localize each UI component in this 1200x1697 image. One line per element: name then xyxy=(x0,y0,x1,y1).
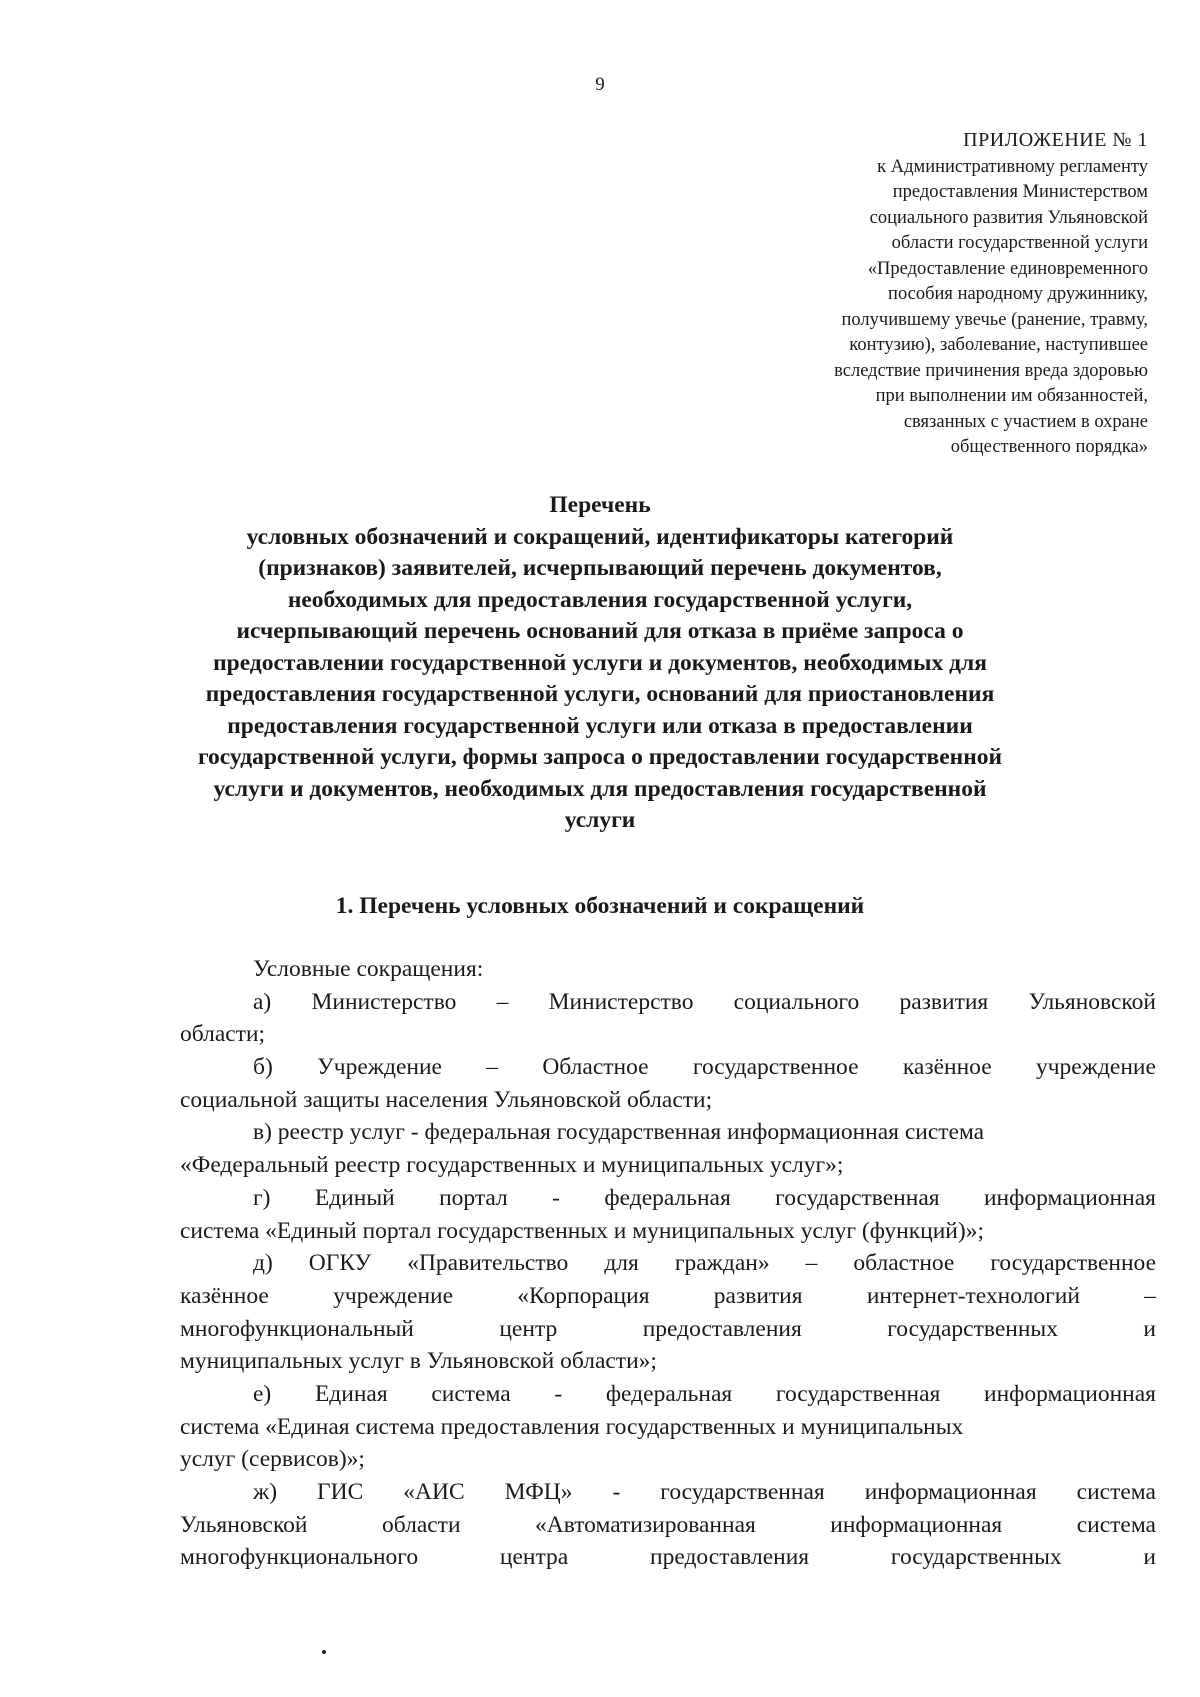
document-title xyxy=(150,490,1050,837)
word: информационная xyxy=(983,1184,1156,1211)
appendix-line: «Предоставление единовременного xyxy=(867,258,1148,279)
word: центр xyxy=(499,1315,558,1342)
item-e-line: услуг (сервисов)»; xyxy=(180,1446,365,1473)
item-zh-line xyxy=(180,1541,1156,1574)
word: казённое xyxy=(902,1054,992,1081)
word: областное xyxy=(853,1250,955,1277)
item-a-line xyxy=(180,986,1156,1019)
word: - xyxy=(552,1184,560,1211)
intro-line: Условные сокращения: xyxy=(253,956,484,982)
word: ГИС xyxy=(317,1479,364,1505)
word: предоставления xyxy=(650,1544,810,1571)
word: интернет-технологий xyxy=(866,1282,1080,1309)
page-number: 9 xyxy=(595,74,605,95)
appendix-block xyxy=(628,128,1148,461)
word: – xyxy=(1144,1282,1156,1309)
word: Ульяновской xyxy=(1028,988,1156,1015)
word: д) xyxy=(253,1250,273,1277)
word: учреждение xyxy=(1035,1054,1156,1081)
word: е) xyxy=(253,1380,272,1407)
appendix-line: области государственной услуги xyxy=(891,233,1148,253)
appendix-line: при выполнении им обязанностей, xyxy=(875,386,1148,406)
appendix-line: общественного порядка» xyxy=(950,437,1148,457)
word: государственных xyxy=(890,1544,1062,1571)
word: и xyxy=(1143,1544,1156,1571)
item-a-line: области; xyxy=(180,1021,266,1048)
word: учреждение xyxy=(333,1282,454,1309)
appendix-line: контузию), заболевание, наступившее xyxy=(849,335,1148,355)
word: федеральная xyxy=(604,1184,731,1211)
word: – xyxy=(496,988,509,1015)
word: информационная xyxy=(984,1380,1156,1407)
word: Единая xyxy=(314,1380,388,1407)
item-e-line: система «Единая система предоставления государственных и муниципальных xyxy=(180,1413,964,1440)
word: развития xyxy=(713,1282,803,1309)
item-zh-line xyxy=(180,1476,1156,1509)
word: и xyxy=(1143,1315,1156,1342)
word: - xyxy=(554,1380,563,1407)
word: ОГКУ xyxy=(308,1250,372,1277)
appendix-title: ПРИЛОЖЕНИЕ № 1 xyxy=(963,129,1148,151)
word: центра xyxy=(499,1544,569,1571)
word: «Автоматизированная xyxy=(534,1511,756,1538)
word: федеральная xyxy=(605,1380,733,1407)
item-g-line: система «Единый портал государственных и муниципальных услуг (функций)»; xyxy=(180,1217,984,1244)
title-line: предоставлении государственной услуги и документов, необходимых для xyxy=(213,649,987,676)
word: Министерство xyxy=(311,988,457,1015)
title-line: необходимых для предоставления государственной услуги, xyxy=(287,586,913,613)
title-line: услуги xyxy=(564,807,636,833)
word: – xyxy=(805,1250,818,1277)
word: государственная xyxy=(775,1184,940,1211)
title-line: предоставления государственной услуги, оснований для приостановления xyxy=(205,681,995,707)
word: государственная xyxy=(775,1380,941,1407)
word: б) xyxy=(253,1054,273,1081)
title-line: услуги и документов, необходимых для предоставления государственной xyxy=(213,775,987,802)
word: «Корпорация xyxy=(517,1282,650,1309)
word: система xyxy=(431,1380,511,1407)
word: ж) xyxy=(253,1479,278,1505)
word: система xyxy=(1076,1479,1156,1505)
title-line: предоставления государственной услуги или отказа в предоставлении xyxy=(227,712,973,739)
appendix-line: пособия народному дружиннику, xyxy=(888,284,1148,304)
word: портал xyxy=(439,1184,508,1211)
item-v-line: «Федеральный реестр государственных и муниципальных услуг»; xyxy=(180,1152,844,1179)
word: области xyxy=(381,1511,461,1538)
word: «Правительство xyxy=(407,1250,569,1277)
word: для xyxy=(604,1250,639,1277)
word: МФЦ» xyxy=(504,1479,573,1505)
title-line: Перечень xyxy=(549,492,651,518)
item-g-line xyxy=(180,1182,1156,1215)
word: развития xyxy=(899,988,989,1015)
item-b-line xyxy=(180,1051,1156,1084)
word: информационная xyxy=(864,1479,1037,1505)
section-heading: 1. Перечень условных обозначений и сокращений xyxy=(335,893,865,919)
appendix-line: социального развития Ульяновской xyxy=(869,207,1148,228)
word: граждан» xyxy=(674,1250,770,1277)
word: многофункционального xyxy=(180,1544,419,1571)
word: – xyxy=(486,1054,499,1081)
word: информационная xyxy=(830,1511,1003,1538)
word: а) xyxy=(253,988,272,1015)
item-b-line: социальной защиты населения Ульяновской области; xyxy=(180,1086,713,1113)
word: г) xyxy=(253,1184,271,1211)
item-d-line xyxy=(180,1247,1156,1280)
word: казённое xyxy=(180,1282,269,1309)
item-zh-line xyxy=(180,1509,1156,1542)
scan-dot-mark xyxy=(322,1650,326,1654)
title-line: государственной услуги, формы запроса о предоставлении государственной xyxy=(197,744,1003,770)
item-e-line xyxy=(180,1378,1156,1411)
title-line: условных обозначений и сокращений, идентификаторы категорий xyxy=(246,523,954,550)
title-line: (признаков) заявителей, исчерпывающий перечень документов, xyxy=(258,555,942,581)
word: Учреждение xyxy=(317,1054,442,1081)
word: государственных xyxy=(887,1315,1058,1342)
word: государственное xyxy=(692,1054,859,1081)
abbreviations-list xyxy=(180,953,1156,1574)
word: система xyxy=(1076,1511,1156,1538)
appendix-line: получившему увечье (ранение, травму, xyxy=(841,309,1148,330)
word: предоставления xyxy=(642,1315,802,1342)
word: Областное xyxy=(542,1054,649,1081)
item-d-line xyxy=(180,1313,1156,1346)
word: Министерство xyxy=(548,988,694,1015)
word: государственная xyxy=(660,1479,825,1505)
word: социального xyxy=(733,988,860,1015)
word: государственное xyxy=(990,1250,1156,1277)
item-v-line: в) реестр услуг - федеральная государственная информационная система xyxy=(253,1119,985,1146)
item-d-line: муниципальных услуг в Ульяновской области»; xyxy=(180,1348,657,1375)
word: Ульяновской xyxy=(180,1511,308,1538)
word: Единый xyxy=(314,1184,395,1211)
appendix-line: к Административному регламенту xyxy=(877,156,1148,177)
word: «АИС xyxy=(403,1479,465,1505)
title-line: исчерпывающий перечень оснований для отказа в приёме запроса о xyxy=(236,618,964,644)
appendix-line: предоставления Министерством xyxy=(892,182,1148,202)
word: многофункциональный xyxy=(180,1315,414,1342)
word: - xyxy=(612,1479,621,1505)
appendix-line: вследствие причинения вреда здоровью xyxy=(834,360,1148,381)
appendix-line: связанных с участием в охране xyxy=(903,411,1148,432)
item-d-line xyxy=(180,1280,1156,1313)
